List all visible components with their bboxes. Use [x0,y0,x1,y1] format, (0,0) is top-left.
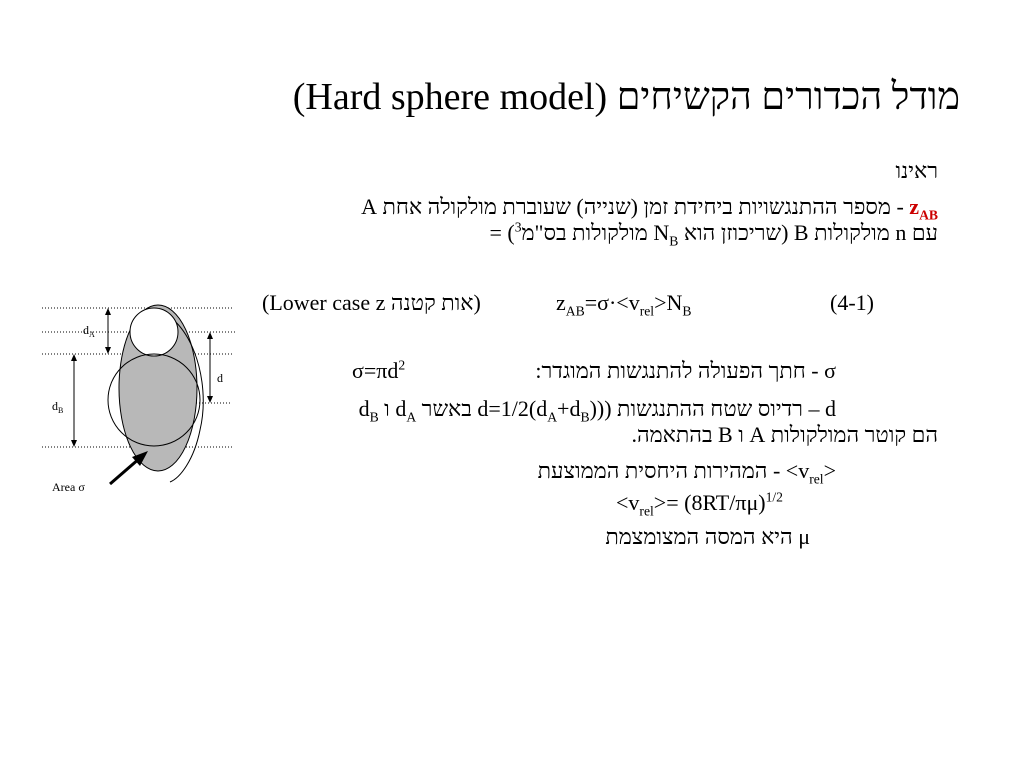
collision-rate-equation: $z_{AB}=\sigma\cdot<v_{rel}>N_B$ [556,290,692,319]
zab-definition-text: - מספר ההתנגשויות ביחידת זמן (שנייה) שעוברת מולקולה אחת A [361,194,910,219]
label-d: d [217,371,223,385]
da-arrow-head-top [105,308,111,315]
title-hebrew: מודל הכדורים הקשיחים [616,76,960,118]
label-db: $d_B$ [52,399,64,415]
db-arrow-head-bottom [71,440,77,447]
sigma-formula: $\sigma=\pi d^2$ [352,357,406,383]
label-area: Area σ [52,480,85,494]
d-definition-line2: הם קוטר המולקולות A ו B בהתאמה. [631,422,938,447]
vrel-definition: $<v_{rel}>$ - המהירות היחסית הממוצעת [537,458,836,487]
d-arrow-head-bottom [207,396,213,403]
area-arrow [110,458,140,484]
vrel-formula: $<v_{rel}>= (8RT/\pi\mu)^{1/2}$ [616,489,783,519]
label-da: $d_A$ [83,323,95,339]
intro-text: ראינו [895,158,938,183]
da-arrow-head-bottom [105,347,111,354]
d-definition-line1: d – רדיוס שטח ההתנגשות (($d=1/2(d_A+d_B)$ באשר $d_A$ ו $d_B$ [358,396,836,425]
mu-definition: μ היא המסה המצומצמת [605,524,810,549]
lower-case-note: (Lower case z אות קטנה) [262,290,481,315]
zab-symbol: $z_{AB}$ [909,194,938,223]
equation-number: (4-1) [830,290,874,315]
d-arrow-head-top [207,332,213,339]
title-english: (Hard sphere model) [292,76,608,118]
sphere-a [130,308,178,356]
db-arrow-head-top [71,354,77,361]
sigma-definition: σ - חתך הפעולה להתנגשות המוגדר: [535,358,836,383]
zab-definition-line2: עם n מולקולות B (שריכוזן הוא $N_B$ מולקולות בס"מ$^3$) = [489,219,938,249]
